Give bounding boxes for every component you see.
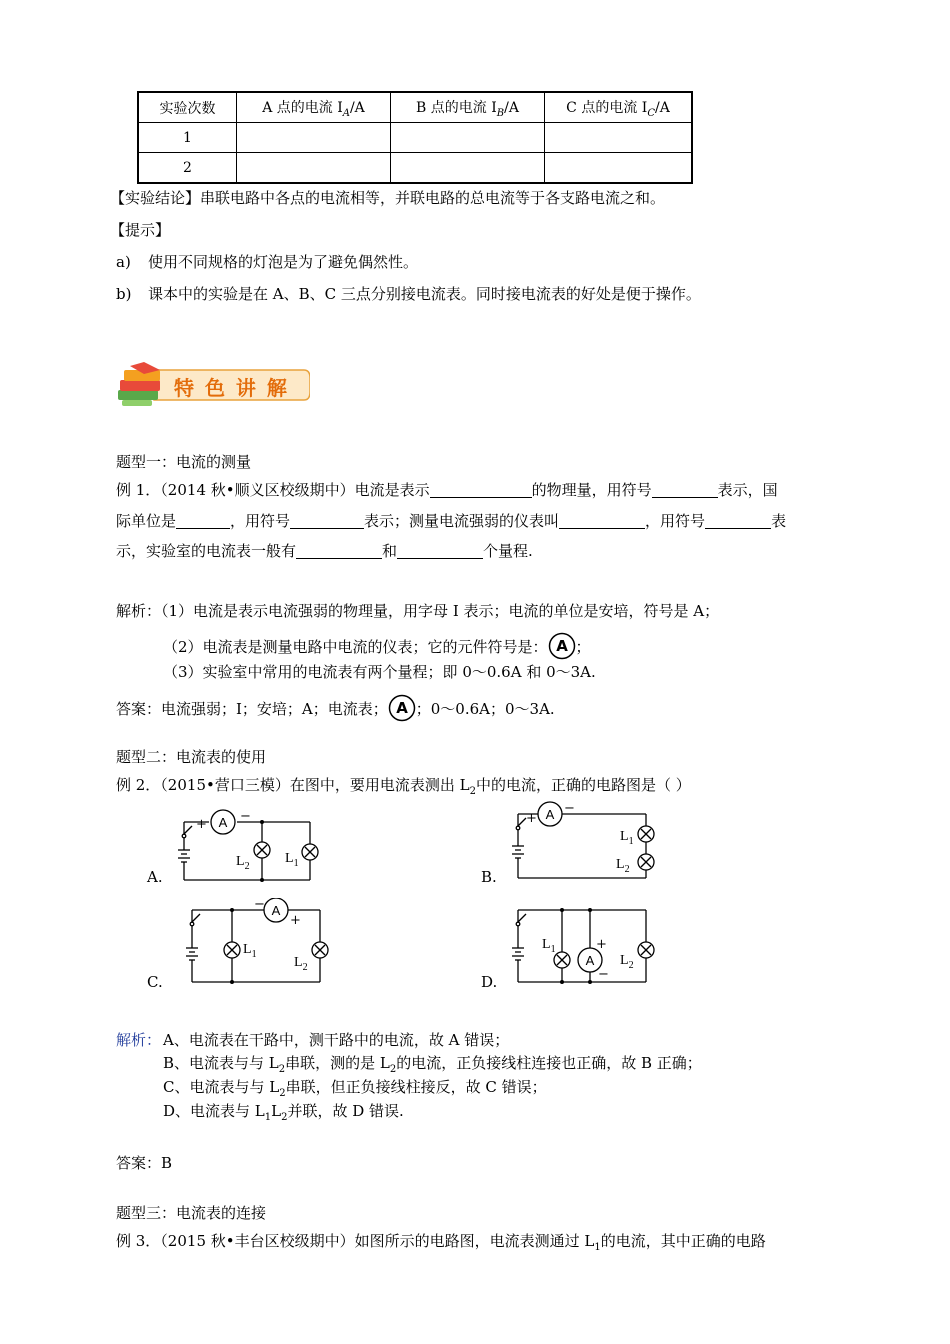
answer-blank	[652, 481, 718, 498]
table-cell: 1	[138, 123, 237, 153]
section-title: 题型三：电流表的连接	[116, 1204, 267, 1222]
svg-text:A: A	[395, 699, 408, 717]
answer-blank	[296, 542, 382, 559]
tip-item: a) 使用不同规格的灯泡是为了避免偶然性。	[116, 253, 419, 271]
table-header: A 点的电流 $I_A/A$	[237, 92, 391, 123]
table-row	[138, 123, 692, 153]
question-line: 例 3．（2015 秋•丰台区校级期中）如图所示的电路图，电流表测通过 $L_1$的电流，其中正确的电路	[116, 1232, 766, 1253]
svg-text:−: −	[598, 967, 609, 982]
svg-text:−: −	[564, 801, 575, 816]
analysis-text: C、电流表与与 $L_2$串联，但正负接线柱接反，故 C 错误；	[163, 1078, 547, 1099]
svg-text:L1: $L_1$	[620, 829, 634, 847]
svg-text:A: A	[555, 637, 568, 655]
analysis-text: B、电流表与与 $L_2$串联，测的是 $L_2$的电流，正负接线柱连接也正确，故 B 正确；	[163, 1054, 702, 1075]
answer-text: 答案：B	[116, 1154, 173, 1172]
circuit-diagram-d	[506, 898, 666, 986]
circuit-diagram-a	[172, 800, 332, 886]
svg-text:A: A	[585, 953, 595, 968]
svg-text:L1: $L_1$	[243, 942, 257, 960]
table-cell	[545, 123, 693, 153]
option-label: A.	[147, 868, 163, 886]
table-cell: 2	[138, 153, 237, 184]
svg-text:+: +	[526, 811, 537, 826]
svg-text:L1: $L_1$	[285, 851, 299, 869]
answer-blank	[290, 512, 364, 529]
table-cell	[391, 153, 545, 184]
svg-text:A: A	[545, 807, 555, 822]
table-cell	[545, 153, 693, 184]
table-header-row	[138, 92, 692, 123]
answer-blank	[430, 481, 532, 498]
circuit-diagram-b	[506, 800, 666, 886]
svg-text:−: −	[240, 809, 251, 824]
svg-text:L2: $L_2$	[294, 955, 308, 973]
answer-text: 答案：电流强弱；I；安培；A；电流表； A ；0～0.6A；0～3A.	[116, 694, 555, 722]
table-cell	[237, 123, 391, 153]
section-title: 题型二：电流表的使用	[116, 748, 267, 766]
option-label: B.	[481, 868, 497, 886]
experiment-table	[137, 91, 693, 184]
svg-text:L2: $L_2$	[620, 953, 634, 971]
question-line: 际单位是 ，用符号 表示；测量电流强弱的仪表叫 ，用符号 表	[116, 512, 787, 530]
circuit-diagram-c	[180, 898, 330, 986]
svg-text:−: −	[254, 898, 265, 912]
conclusion-text: 【实验结论】串联电路中各点的电流相等，并联电路的总电流等于各支路电流之和。	[110, 189, 666, 207]
analysis-text: （2）电流表是测量电路中电流的仪表；它的元件符号是： A ；	[163, 632, 591, 660]
table-header: 实验次数	[138, 92, 237, 123]
svg-text:A: A	[218, 815, 228, 830]
svg-text:+: +	[290, 913, 301, 928]
svg-text:+: +	[196, 817, 207, 832]
svg-text:L2: $L_2$	[236, 854, 250, 872]
ammeter-symbol-icon	[388, 694, 416, 722]
analysis-label: 解析：	[116, 1031, 162, 1049]
analysis-text: 解析：（1）电流是表示电流强弱的物理量，用字母 I 表示；电流的单位是安培，符号是 A；	[116, 602, 720, 620]
table-cell	[391, 123, 545, 153]
option-label: C.	[147, 973, 163, 991]
svg-text:A: A	[271, 903, 281, 918]
question-line: 例 1．（2014 秋•顺义区校级期中）电流是表示 的物理量，用符号 表示，国	[116, 481, 778, 499]
ammeter-symbol-icon	[548, 632, 576, 660]
section-banner	[114, 360, 310, 412]
section-title: 题型一：电流的测量	[116, 453, 252, 471]
analysis-text: （3）实验室中常用的电流表有两个量程；即 0～0.6A 和 0～3A.	[163, 663, 596, 681]
answer-blank	[705, 512, 771, 529]
question-line: 例 2．（2015•营口三模）在图中，要用电流表测出 $L_2$中的电流，正确的电路图是（ ）	[116, 776, 691, 797]
svg-text:L1: $L_1$	[542, 937, 556, 955]
answer-blank	[397, 542, 483, 559]
analysis-text: D、电流表与 $L_1L_2$并联，故 D 错误.	[163, 1102, 404, 1123]
tips-title: 【提示】	[110, 221, 171, 239]
banner-title: 特 色 讲 解	[174, 376, 289, 400]
answer-blank	[559, 512, 645, 529]
answer-blank	[176, 512, 230, 529]
table-header: C 点的电流 $I_C/A$	[545, 92, 693, 123]
svg-text:L2: $L_2$	[616, 857, 630, 875]
question-line: 示，实验室的电流表一般有 和 个量程.	[116, 542, 533, 560]
tip-item: b) 课本中的实验是在 A、B、C 三点分别接电流表。同时接电流表的好处是便于操作。	[116, 285, 701, 303]
table-cell	[237, 153, 391, 184]
svg-text:+: +	[596, 937, 607, 952]
table-row	[138, 153, 692, 184]
analysis-text: A、电流表在干路中，测干路中的电流，故 A 错误；	[163, 1031, 510, 1049]
table-header: B 点的电流 $I_B/A$	[391, 92, 545, 123]
option-label: D.	[481, 973, 498, 991]
